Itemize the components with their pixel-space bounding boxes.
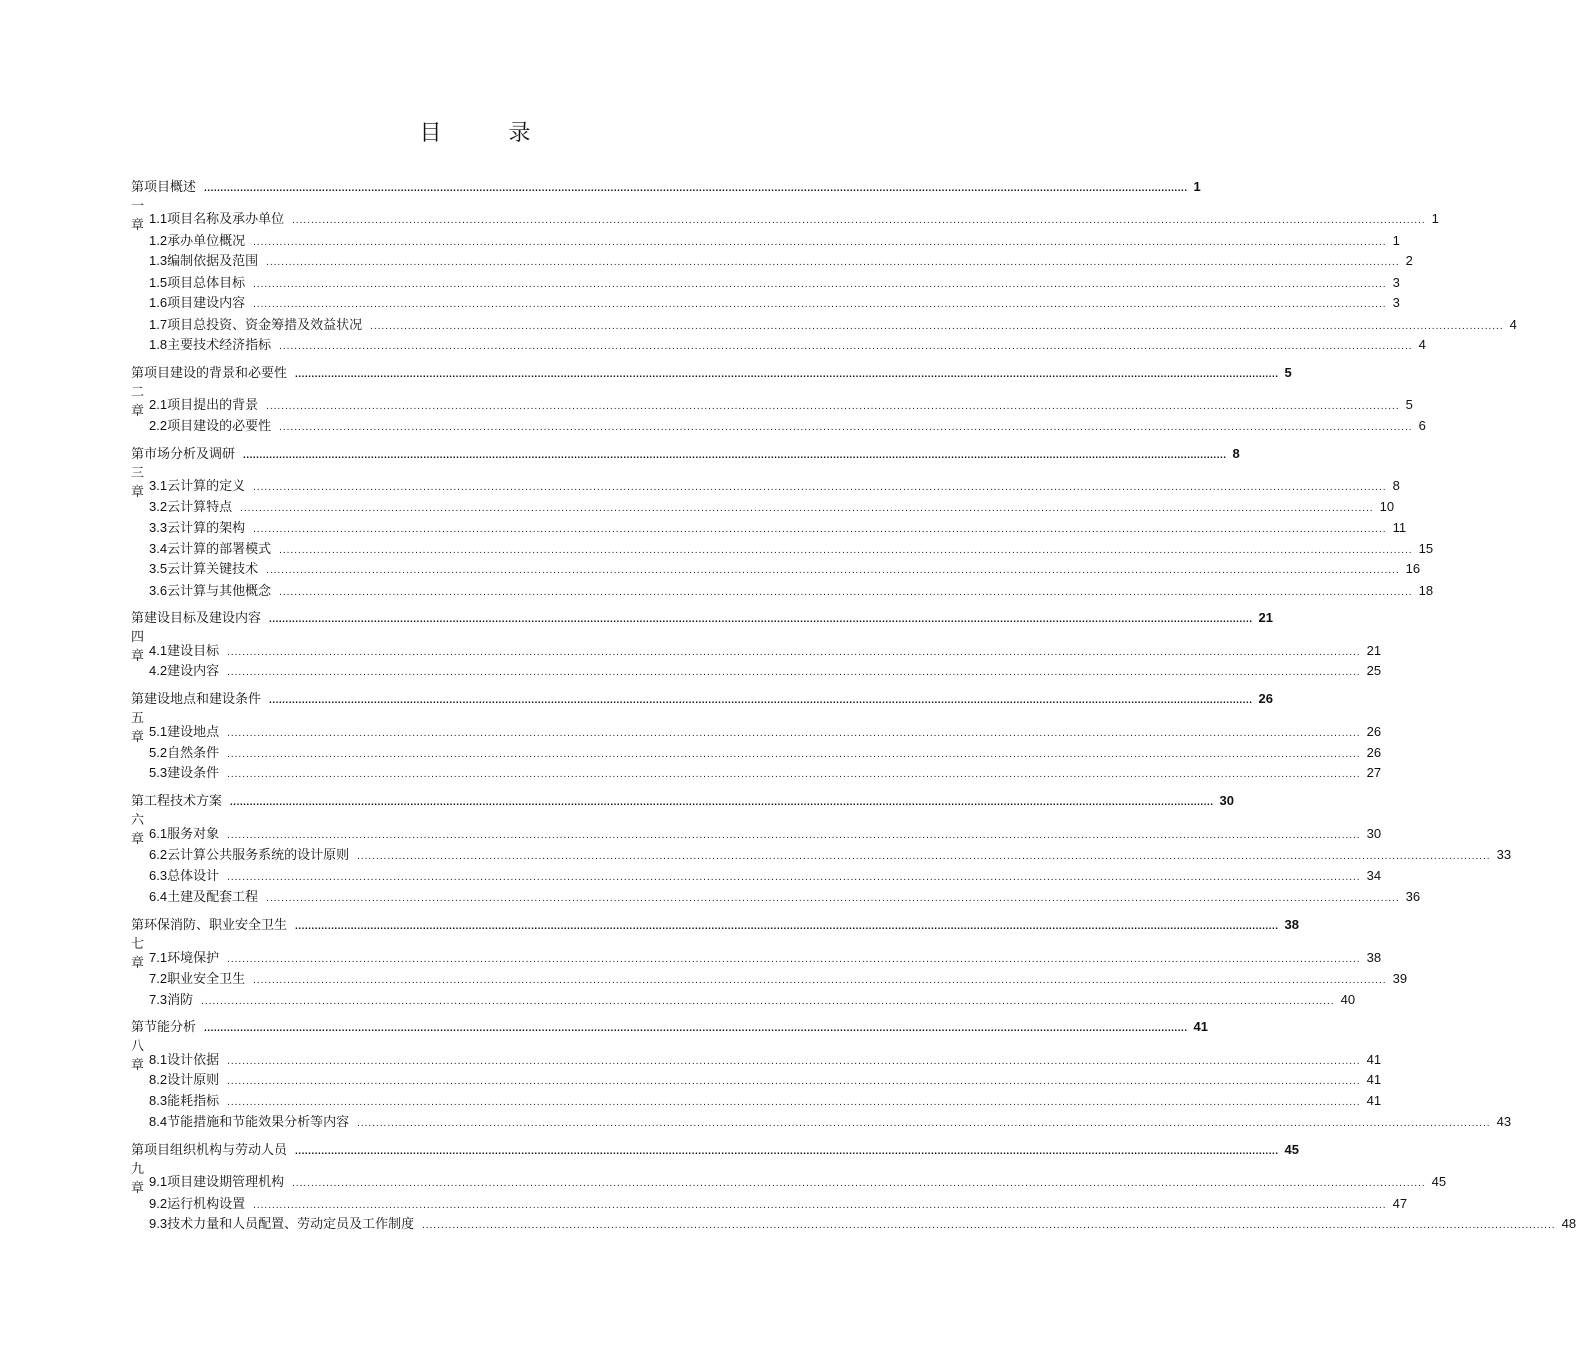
toc-section[interactable]	[149, 947, 1382, 966]
section-number: 6.1	[149, 826, 168, 841]
section-number: 3.6	[149, 583, 168, 598]
toc-section[interactable]	[149, 250, 1413, 269]
section-number: 9.3	[149, 1216, 168, 1231]
section-title: 编制依据及范围	[167, 254, 259, 269]
leader-dots: ............................................................................................................................................................................................................................................................................................................	[227, 1056, 1361, 1067]
leader-dots: ............................................................................................................................................................................................................................................................................................................	[227, 954, 1361, 965]
section-number: 9.2	[149, 1196, 168, 1211]
leader-dots: ............................................................................................................................................................................................................................................................................................................	[227, 1076, 1361, 1087]
page-number: 16	[1405, 561, 1421, 576]
section-title: 环境保护	[167, 951, 220, 966]
page-number: 33	[1496, 847, 1512, 862]
section-title: 项目建设的必要性	[167, 419, 272, 434]
page-number: 38	[1284, 917, 1299, 932]
section-title: 建设目标	[167, 644, 220, 659]
section-number: 2.1	[149, 397, 168, 412]
section-title: 建设条件	[167, 766, 220, 781]
leader-dots: ............................................................................................................................................................................................................................................................................................................	[279, 545, 1413, 556]
leader-dots: ............................................................................................................................................................................................................................................................................................................	[227, 749, 1361, 760]
page-number: 1	[1431, 211, 1439, 226]
section-number: 5.2	[149, 745, 168, 760]
page-number: 15	[1418, 541, 1434, 556]
toc-section[interactable]	[149, 886, 1421, 905]
leader-dots: ............................................................................................................................................................................................................................................................................................................	[243, 450, 1227, 461]
page-number: 43	[1496, 1114, 1512, 1129]
page-number: 41	[1193, 1019, 1208, 1034]
toc-section[interactable]	[149, 660, 1382, 679]
chapter-label: 第一章	[131, 179, 145, 232]
toc-section[interactable]	[149, 517, 1407, 536]
toc-section[interactable]	[149, 721, 1382, 740]
chapter-label: 第六章	[131, 793, 145, 846]
chapter-title: 项目建设的背景和必要性	[144, 366, 288, 381]
leader-dots: ............................................................................................................................................................................................................................................................................................................	[295, 369, 1279, 380]
page-number: 39	[1392, 971, 1408, 986]
section-title: 设计依据	[167, 1053, 220, 1068]
section-number: 8.1	[149, 1052, 168, 1067]
leader-dots: ............................................................................................................................................................................................................................................................................................................	[269, 695, 1253, 706]
toc-section[interactable]	[149, 1213, 1576, 1232]
toc-section[interactable]	[149, 334, 1426, 353]
section-title: 节能措施和节能效果分析等内容	[167, 1115, 350, 1130]
chapter-label: 第二章	[131, 365, 145, 418]
section-title: 项目提出的背景	[167, 398, 259, 413]
page-number: 41	[1366, 1072, 1382, 1087]
toc-section[interactable]	[149, 1069, 1382, 1088]
leader-dots: ............................................................................................................................................................................................................................................................................................................	[370, 321, 1504, 332]
section-number: 1.8	[149, 337, 168, 352]
chapter-label: 第九章	[131, 1142, 145, 1195]
leader-dots: ............................................................................................................................................................................................................................................................................................................	[295, 921, 1279, 932]
section-title: 云计算关键技术	[167, 562, 259, 577]
section-number: 8.2	[149, 1072, 168, 1087]
section-number: 3.2	[149, 499, 168, 514]
page-number: 41	[1366, 1093, 1382, 1108]
page-number: 8	[1392, 478, 1400, 493]
section-title: 云计算公共服务系统的设计原则	[167, 848, 350, 863]
page-number: 3	[1392, 295, 1400, 310]
page-number: 21	[1258, 610, 1273, 625]
toc-section[interactable]	[149, 1049, 1382, 1068]
leader-dots: ............................................................................................................................................................................................................................................................................................................	[266, 565, 1400, 576]
leader-dots: ............................................................................................................................................................................................................................................................................................................	[253, 237, 1387, 248]
section-title: 云计算的部署模式	[167, 542, 272, 557]
section-number: 4.1	[149, 643, 168, 658]
section-number: 8.3	[149, 1093, 168, 1108]
toc-section[interactable]	[149, 475, 1400, 494]
page-number: 11	[1392, 520, 1407, 535]
leader-dots: ............................................................................................................................................................................................................................................................................................................	[253, 279, 1387, 290]
page-number: 25	[1366, 663, 1382, 678]
toc-section[interactable]	[149, 580, 1434, 599]
leader-dots: ............................................................................................................................................................................................................................................................................................................	[253, 1200, 1387, 1211]
toc-section[interactable]	[149, 394, 1413, 413]
page-number: 40	[1340, 992, 1356, 1007]
leader-dots: ............................................................................................................................................................................................................................................................................................................	[227, 1097, 1361, 1108]
toc-title: 目 录	[419, 121, 561, 146]
section-title: 云计算特点	[167, 500, 233, 515]
toc-section[interactable]	[149, 538, 1434, 557]
section-number: 2.2	[149, 418, 168, 433]
toc-section[interactable]	[149, 230, 1400, 249]
section-number: 1.6	[149, 295, 168, 310]
leader-dots: ............................................................................................................................................................................................................................................................................................................	[279, 422, 1413, 433]
leader-dots: ............................................................................................................................................................................................................................................................................................................	[266, 893, 1400, 904]
leader-dots: ............................................................................................................................................................................................................................................................................................................	[253, 482, 1387, 493]
section-number: 7.2	[149, 971, 168, 986]
toc-section[interactable]	[149, 292, 1400, 311]
leader-dots: ............................................................................................................................................................................................................................................................................................................	[269, 614, 1253, 625]
page-number: 5	[1405, 397, 1413, 412]
toc-section[interactable]	[149, 314, 1517, 333]
section-number: 7.3	[149, 992, 168, 1007]
toc-section[interactable]	[149, 844, 1512, 863]
leader-dots: ............................................................................................................................................................................................................................................................................................................	[230, 797, 1214, 808]
section-number: 1.7	[149, 317, 168, 332]
section-number: 6.2	[149, 847, 168, 862]
page-number: 38	[1366, 950, 1382, 965]
chapter-title: 市场分析及调研	[144, 447, 236, 462]
chapter-label: 第三章	[131, 446, 145, 499]
toc-section[interactable]	[149, 823, 1382, 842]
page-number: 6	[1418, 418, 1426, 433]
page-number: 45	[1284, 1142, 1299, 1157]
page-number: 26	[1366, 724, 1382, 739]
leader-dots: ............................................................................................................................................................................................................................................................................................................	[227, 667, 1361, 678]
section-number: 1.2	[149, 233, 168, 248]
section-number: 3.5	[149, 561, 168, 576]
leader-dots: ............................................................................................................................................................................................................................................................................................................	[292, 1178, 1426, 1189]
page-number: 10	[1379, 499, 1395, 514]
section-number: 5.1	[149, 724, 168, 739]
leader-dots: ............................................................................................................................................................................................................................................................................................................	[227, 830, 1361, 841]
toc-section[interactable]	[149, 208, 1439, 227]
toc-section[interactable]	[149, 415, 1426, 434]
toc-section[interactable]	[149, 496, 1395, 515]
page-number: 1	[1392, 233, 1400, 248]
leader-dots: ............................................................................................................................................................................................................................................................................................................	[227, 872, 1361, 883]
toc-section[interactable]	[149, 865, 1382, 884]
section-title: 服务对象	[167, 827, 220, 842]
page-number: 2	[1405, 253, 1413, 268]
toc-section[interactable]	[149, 989, 1356, 1008]
section-title: 项目名称及承办单位	[167, 212, 285, 227]
section-title: 项目总体目标	[167, 276, 246, 291]
section-title: 消防	[167, 993, 194, 1008]
page-number: 21	[1366, 643, 1382, 658]
section-number: 3.1	[149, 478, 168, 493]
page-number: 4	[1418, 337, 1426, 352]
section-number: 8.4	[149, 1114, 168, 1129]
leader-dots: ............................................................................................................................................................................................................................................................................................................	[266, 401, 1400, 412]
section-number: 1.1	[149, 211, 168, 226]
toc-section[interactable]	[149, 968, 1408, 987]
chapter-label: 第五章	[131, 691, 145, 744]
section-number: 1.3	[149, 253, 168, 268]
section-number: 6.4	[149, 889, 168, 904]
page-number: 18	[1418, 583, 1434, 598]
section-title: 云计算与其他概念	[167, 584, 272, 599]
section-title: 设计原则	[167, 1073, 220, 1088]
leader-dots: ............................................................................................................................................................................................................................................................................................................	[357, 1118, 1491, 1129]
chapter-title: 环保消防、职业安全卫生	[144, 918, 288, 933]
page-number: 48	[1561, 1216, 1576, 1231]
section-number: 9.1	[149, 1174, 168, 1189]
section-title: 能耗指标	[167, 1094, 220, 1109]
toc-section[interactable]	[149, 742, 1382, 761]
leader-dots: ............................................................................................................................................................................................................................................................................................................	[292, 215, 1426, 226]
page-number: 45	[1431, 1174, 1447, 1189]
chapter-title: 建设地点和建设条件	[144, 692, 262, 707]
leader-dots: ............................................................................................................................................................................................................................................................................................................	[279, 341, 1413, 352]
leader-dots: ............................................................................................................................................................................................................................................................................................................	[240, 503, 1374, 514]
leader-dots: ............................................................................................................................................................................................................................................................................................................	[253, 975, 1387, 986]
toc-section[interactable]	[149, 1193, 1408, 1212]
page-number: 34	[1366, 868, 1382, 883]
toc-section[interactable]	[149, 762, 1382, 781]
page-number: 1	[1193, 179, 1201, 194]
leader-dots: ............................................................................................................................................................................................................................................................................................................	[204, 183, 1188, 194]
toc-section[interactable]	[149, 1171, 1447, 1190]
section-title: 职业安全卫生	[167, 972, 246, 987]
section-title: 运行机构设置	[167, 1197, 246, 1212]
leader-dots: ............................................................................................................................................................................................................................................................................................................	[227, 769, 1361, 780]
page-number: 26	[1258, 691, 1273, 706]
section-title: 承办单位概况	[167, 234, 246, 249]
section-number: 5.3	[149, 765, 168, 780]
toc-section[interactable]	[149, 558, 1421, 577]
chapter-title: 项目概述	[144, 180, 197, 195]
leader-dots: ............................................................................................................................................................................................................................................................................................................	[201, 996, 1335, 1007]
leader-dots: ............................................................................................................................................................................................................................................................................................................	[357, 851, 1491, 862]
section-title: 技术力量和人员配置、劳动定员及工作制度	[167, 1217, 415, 1232]
section-title: 云计算的定义	[167, 479, 246, 494]
leader-dots: ............................................................................................................................................................................................................................................................................................................	[279, 587, 1413, 598]
page-number: 30	[1366, 826, 1382, 841]
toc-section[interactable]	[149, 640, 1382, 659]
section-title: 项目建设内容	[167, 296, 246, 311]
section-title: 总体设计	[167, 869, 220, 884]
section-title: 自然条件	[167, 746, 220, 761]
page-number: 27	[1366, 765, 1382, 780]
leader-dots: ............................................................................................................................................................................................................................................................................................................	[227, 647, 1361, 658]
page-number: 36	[1405, 889, 1421, 904]
leader-dots: ............................................................................................................................................................................................................................................................................................................	[253, 299, 1387, 310]
leader-dots: ............................................................................................................................................................................................................................................................................................................	[422, 1220, 1556, 1231]
leader-dots: ............................................................................................................................................................................................................................................................................................................	[227, 728, 1361, 739]
section-title: 建设内容	[167, 664, 220, 679]
toc-section[interactable]	[149, 1111, 1512, 1130]
chapter-title: 建设目标及建设内容	[144, 611, 262, 626]
page-number: 30	[1219, 793, 1234, 808]
section-number: 6.3	[149, 868, 168, 883]
toc-section[interactable]	[149, 272, 1400, 291]
chapter-title: 工程技术方案	[144, 794, 223, 809]
chapter-label: 第八章	[131, 1019, 145, 1072]
section-title: 主要技术经济指标	[167, 338, 272, 353]
page-number: 41	[1366, 1052, 1382, 1067]
leader-dots: ............................................................................................................................................................................................................................................................................................................	[295, 1146, 1279, 1157]
page-number: 4	[1509, 317, 1517, 332]
chapter-title: 节能分析	[144, 1020, 197, 1035]
chapter-title: 项目组织机构与劳动人员	[144, 1143, 288, 1158]
page-number: 26	[1366, 745, 1382, 760]
section-title: 项目建设期管理机构	[167, 1175, 285, 1190]
toc-section[interactable]	[149, 1090, 1382, 1109]
leader-dots: ............................................................................................................................................................................................................................................................................................................	[253, 524, 1387, 535]
section-title: 项目总投资、资金筹措及效益状况	[167, 318, 363, 333]
section-number: 3.3	[149, 520, 168, 535]
section-number: 3.4	[149, 541, 168, 556]
section-number: 4.2	[149, 663, 168, 678]
page-number: 5	[1284, 365, 1292, 380]
leader-dots: ............................................................................................................................................................................................................................................................................................................	[266, 257, 1400, 268]
chapter-label: 第七章	[131, 917, 145, 970]
page-number: 3	[1392, 275, 1400, 290]
leader-dots: ............................................................................................................................................................................................................................................................................................................	[204, 1023, 1188, 1034]
section-title: 云计算的架构	[167, 521, 246, 536]
page-number: 47	[1392, 1196, 1408, 1211]
page-number: 8	[1232, 446, 1240, 461]
chapter-label: 第四章	[131, 610, 145, 663]
section-number: 7.1	[149, 950, 168, 965]
section-title: 建设地点	[167, 725, 220, 740]
section-number: 1.5	[149, 275, 168, 290]
section-title: 土建及配套工程	[167, 890, 259, 905]
